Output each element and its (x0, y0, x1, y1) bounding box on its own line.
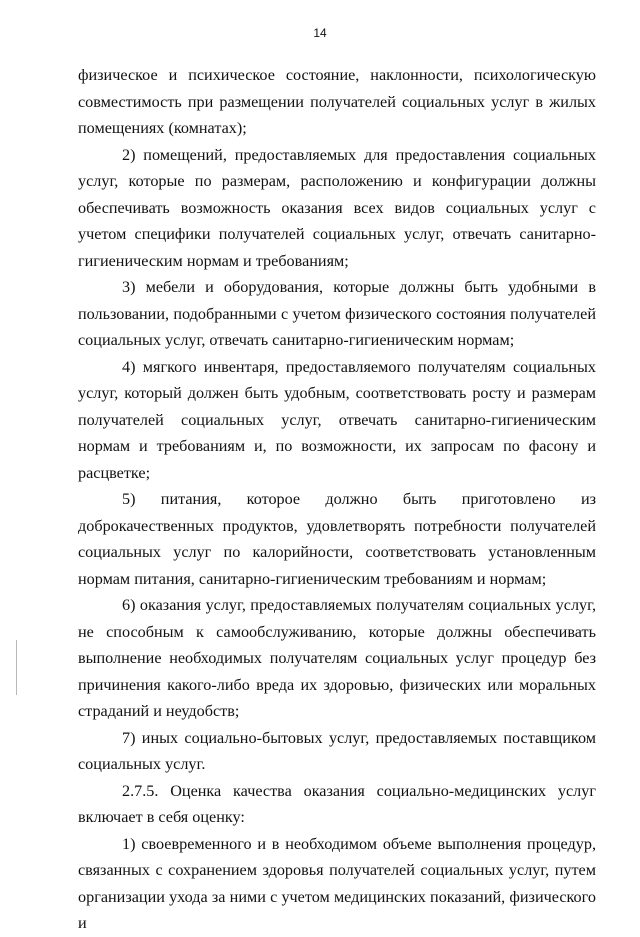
paragraph-item-1: 1) своевременного и в необходимом объеме выполнения процедур, связанных с сохранением здоровья получателей социальных услуг, путем организации ухода за ними с учетом медицинских показаний, физического и (78, 834, 596, 932)
document-body (78, 62, 596, 937)
paragraph-item-5: 5) питания, которое должно быть приготовлено из доброкачественных продуктов, удовлетворять потребности получателей социальных услуг по калорийности, соответствовать установленным нормам питания, санитарно-гигиеническим требованиям и нормам; (78, 490, 596, 588)
paragraph-item-6: 6) оказания услуг, предоставляемых получателям социальных услуг, не способным к самообслуживанию, которые должны обеспечивать выполнение необходимых получателям социальных услуг процедур без причинения какого-либо вреда их здоровью, физических или моральных страданий и неудобств; (78, 596, 596, 720)
paragraph-section-2-7-5: 2.7.5. Оценка качества оказания социально-медицинских услуг включает в себя оценку: (78, 781, 596, 826)
paragraph-item-3: 3) мебели и оборудования, которые должны быть удобными в пользовании, подобранными с учетом физического состояния получателей социальных услуг, отвечать санитарно-гигиеническим нормам; (78, 278, 596, 349)
scan-edge-mark (16, 640, 17, 695)
paragraph-item-4: 4) мягкого инвентаря, предоставляемого получателям социальных услуг, который должен быть удобным, соответствовать росту и размерам получателей социальных услуг, отвечать санитарно-гигиеническим нормам и требованиям и, по возможности, их запросам по фасону и расцветке; (78, 357, 596, 482)
page-number: 14 (313, 26, 327, 40)
paragraph-item-7: 7) иных социально-бытовых услуг, предоставляемых поставщиком социальных услуг. (78, 728, 596, 773)
paragraph-item-2: 2) помещений, предоставляемых для предоставления социальных услуг, которые по размерам, расположению и конфигурации должны обеспечивать возможность оказания всех видов социальных услуг с учетом специфики получателей социальных услуг, отвечать санитарно-гигиеническим нормам и требованиям; (78, 145, 596, 270)
paragraph-continuation: физическое и психическое состояние, наклонности, психологическую совместимость при размещении получателей социальных услуг в жилых помещениях (комнатах); (78, 66, 596, 137)
